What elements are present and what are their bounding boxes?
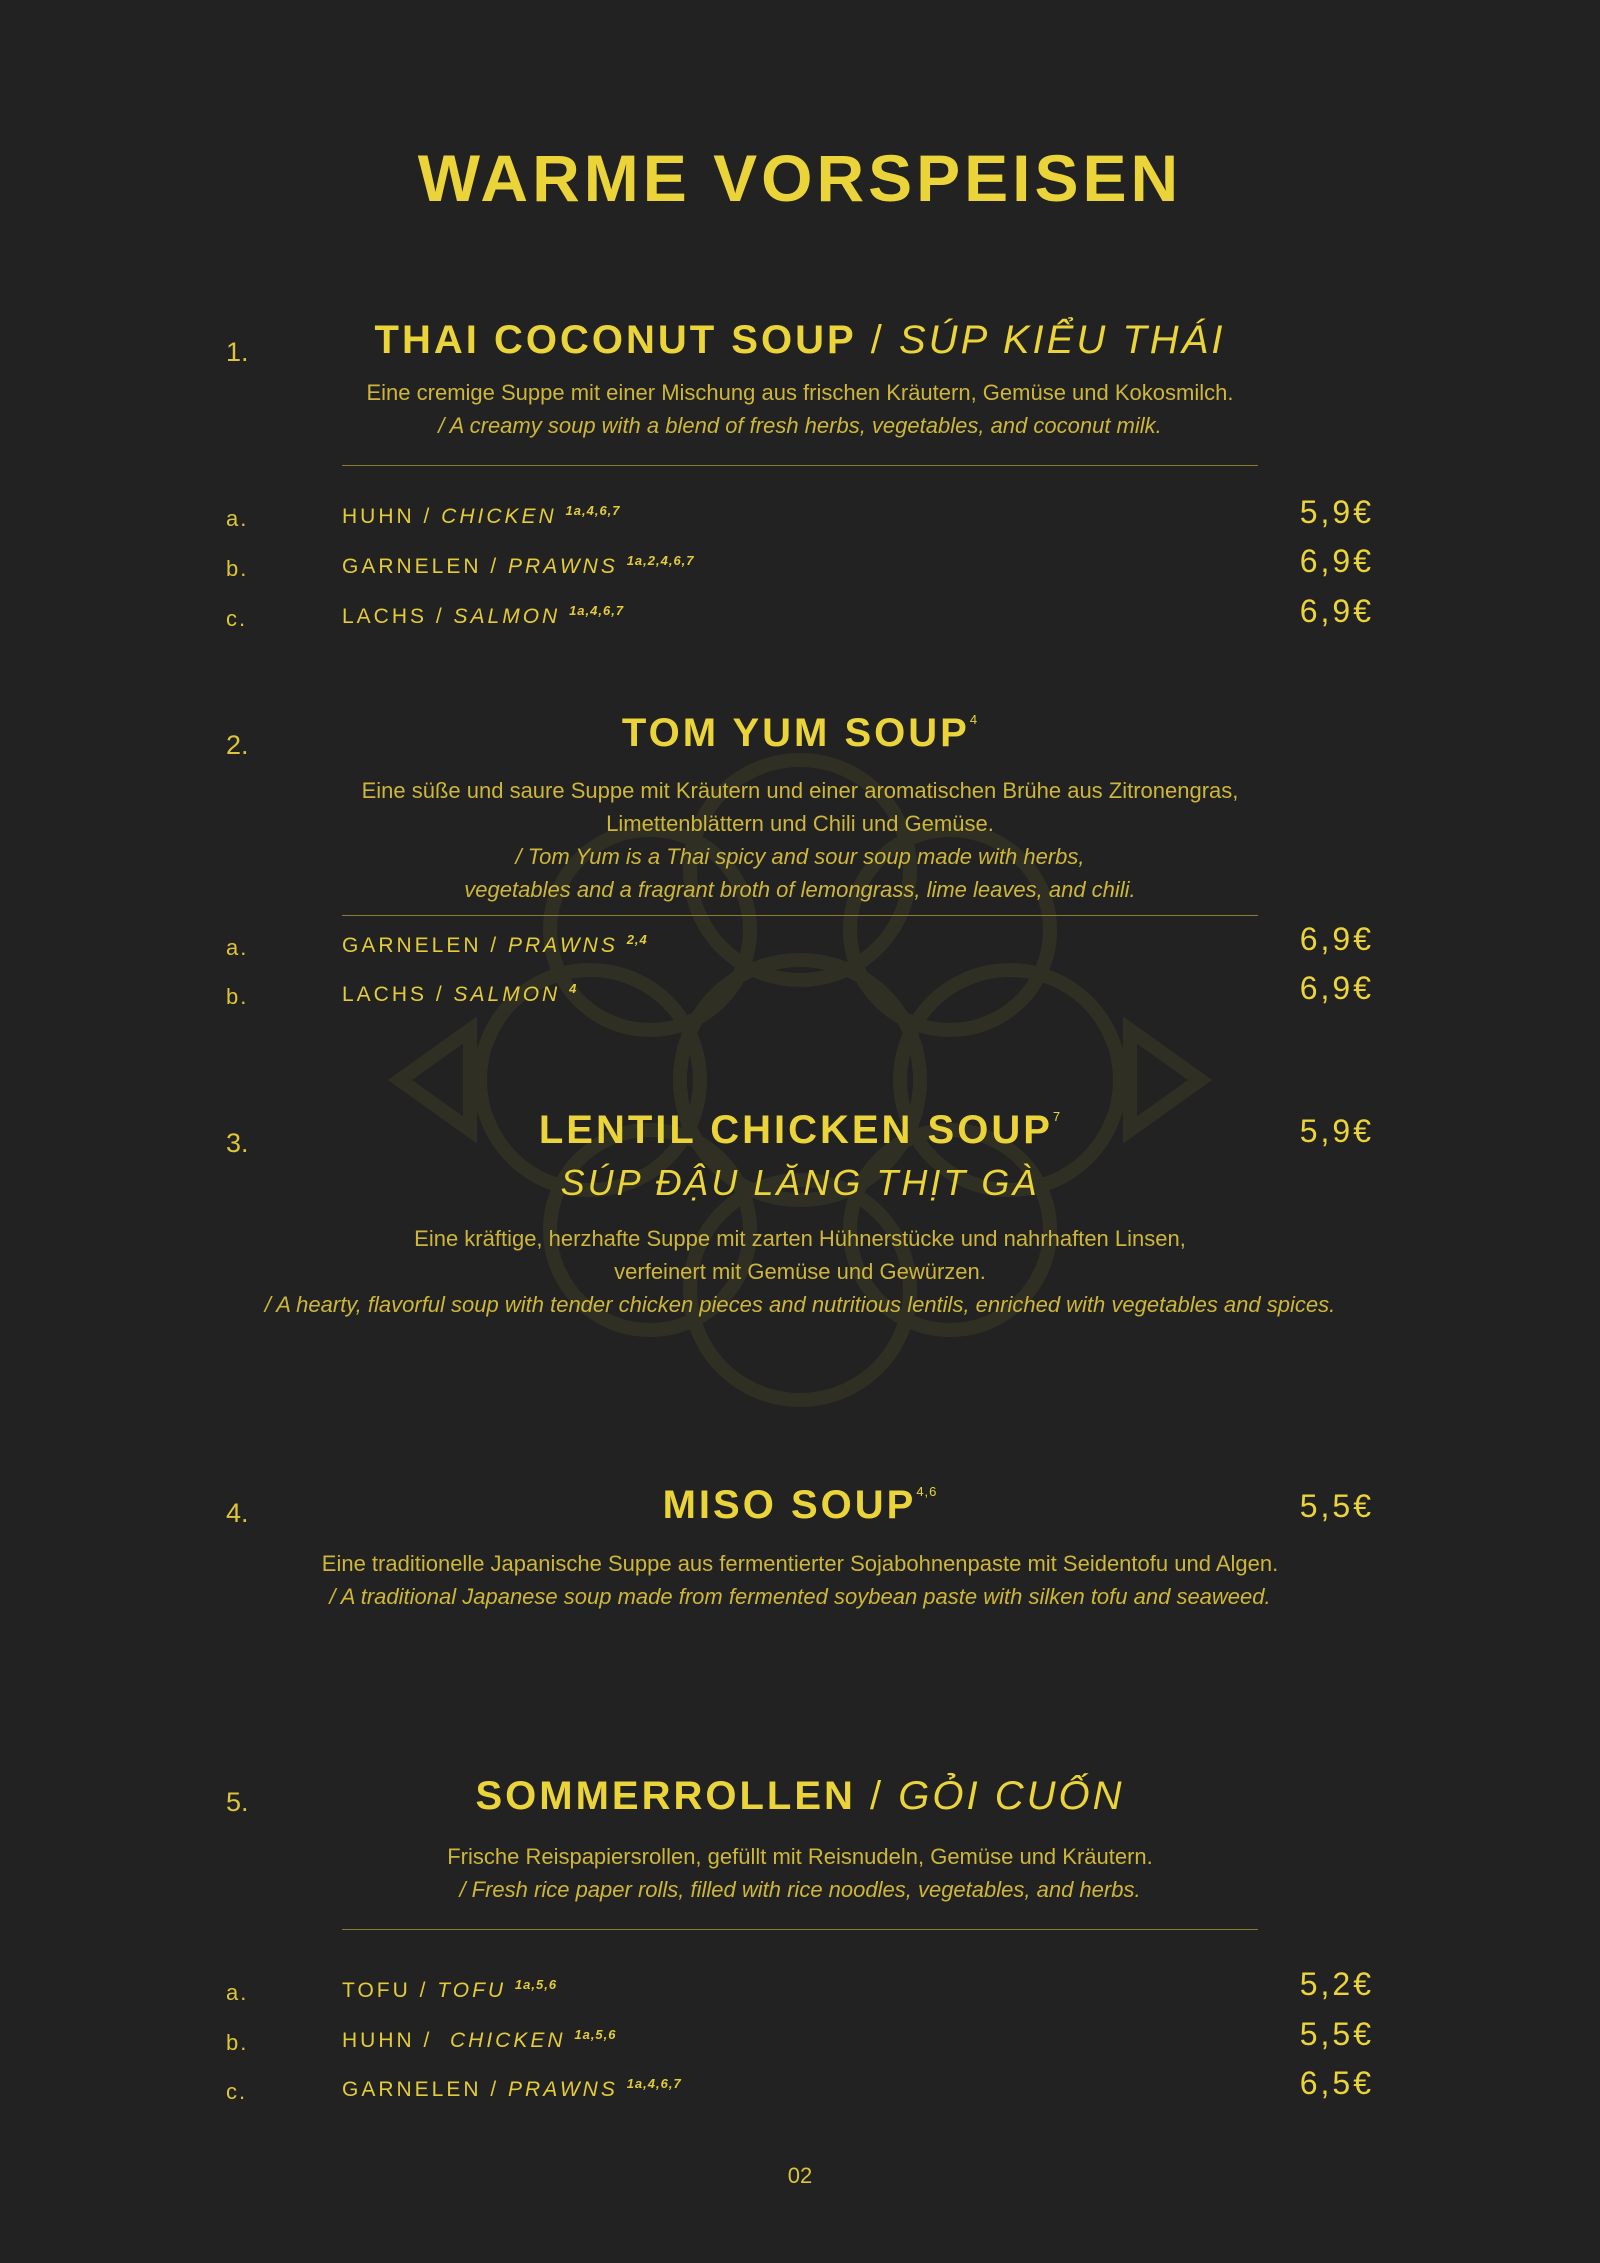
description-de: Eine cremige Suppe mit einer Mischung aus frischen Kräutern, Gemüse und Kokosmilch. [366,380,1234,405]
item-letter: c. [226,606,248,631]
dish-title-vi: SÚP KIỂU THÁI [899,318,1226,362]
item-letter: a. [226,1980,249,2005]
dish-title-en: LENTIL CHICKEN SOUP [538,1108,1053,1152]
item-price: 6,9€ [1299,921,1374,957]
description-de: Frische Reispapiersrollen, gefüllt mit Reisnudeln, Gemüse und Kräutern. [447,1844,1153,1869]
dish-title-vi: GỎI CUỐN [898,1774,1125,1818]
section-number: 3. [226,1128,249,1158]
item-price: 6,9€ [1299,593,1374,629]
title-separator: / [856,318,899,362]
divider [342,465,1258,466]
dish-title [300,1108,1300,1153]
page-number: 02 [787,2163,813,2188]
item-price: 5,9€ [1299,494,1374,530]
menu-item [342,553,695,579]
dish-title [300,711,1300,756]
item-name-de: LACHS / [342,983,454,1006]
item-name-de: GARNELEN / [342,934,509,957]
allergens: 1a,2,4,6,7 [626,553,695,568]
item-name-de: HUHN / [342,505,442,528]
section-number: 4. [226,1498,249,1528]
item-name-de: LACHS / [342,605,454,628]
divider [342,1929,1258,1930]
item-name-de: TOFU / [342,1979,438,2002]
dish-description [200,1840,1400,1906]
allergens: 1a,5,6 [514,1977,558,1992]
item-name-en: PRAWNS [508,555,618,578]
allergens: 7 [1052,1109,1062,1124]
menu-item [342,1977,557,2003]
description-en: / A creamy soup with a blend of fresh herbs, vegetables, and coconut milk. [438,413,1162,438]
allergens: 1a,4,6,7 [569,603,625,618]
item-letter: b. [226,556,249,581]
item-name-en: SALMON [453,983,561,1006]
dish-title-en: TOM YUM SOUP [621,711,970,755]
menu-item [342,932,648,958]
section-number: 5. [226,1787,249,1817]
menu-item [342,503,621,529]
item-price: 5,5€ [1299,1488,1374,1524]
item-name-en: PRAWNS [508,2078,618,2101]
title-separator: / [855,1774,899,1818]
description-de: Eine kräftige, herzhafte Suppe mit zarten Hühnerstücke und nahrhaften Linsen, [414,1226,1186,1251]
item-letter: a. [226,506,249,531]
dish-title [300,1774,1300,1819]
item-letter: a. [226,935,249,960]
allergens: 1a,4,6,7 [565,503,621,518]
description-en: / A hearty, flavorful soup with tender chicken pieces and nutritious lentils, enriched with vegetables and spices. [264,1292,1336,1317]
menu-item [342,2027,617,2053]
menu-item [342,603,624,629]
divider [342,915,1258,916]
section-number: 1. [226,337,249,367]
item-name-en: SALMON [453,605,561,628]
item-price: 6,9€ [1299,543,1374,579]
dish-title [300,1483,1300,1528]
description-en: / Tom Yum is a Thai spicy and sour soup made with herbs, [515,844,1085,869]
item-price: 6,5€ [1299,2065,1374,2101]
dish-description [200,1222,1400,1321]
item-name-en: CHICKEN [441,505,557,528]
item-letter: b. [226,2030,249,2055]
allergens: 1a,4,6,7 [626,2076,682,2091]
dish-description [200,376,1400,442]
allergens: 4,6 [916,1484,938,1499]
item-letter: c. [226,2079,248,2104]
description-de: Limettenblättern und Chili und Gemüse. [606,811,994,836]
allergens: 4 [569,981,578,996]
allergens: 2,4 [626,932,648,947]
item-name-de: HUHN / [342,2029,450,2052]
dish-title-en: SOMMERROLLEN [475,1774,856,1818]
description-de: Eine traditionelle Japanische Suppe aus fermentierter Sojabohnenpaste mit Seidentofu und Algen. [321,1551,1279,1576]
item-name-en: PRAWNS [508,934,618,957]
description-de: verfeinert mit Gemüse und Gewürzen. [614,1259,986,1284]
dish-title-vi: SÚP ĐẬU LĂNG THỊT GÀ [560,1162,1040,1203]
dish-title [300,318,1300,363]
dish-title-en: THAI COCONUT SOUP [374,318,857,362]
item-price: 6,9€ [1299,970,1374,1006]
dish-description [200,1547,1400,1613]
description-de: Eine süße und saure Suppe mit Kräutern und einer aromatischen Brühe aus Zitronengras, [361,778,1239,803]
description-en: / Fresh rice paper rolls, filled with rice noodles, vegetables, and herbs. [459,1877,1141,1902]
page-title: WARME VORSPEISEN [417,141,1183,215]
dish-description [200,774,1400,906]
item-name-en: CHICKEN [450,2029,566,2052]
item-name-de: GARNELEN / [342,555,509,578]
description-en: vegetables and a fragrant broth of lemongrass, lime leaves, and chili. [464,877,1136,902]
item-price: 5,9€ [1299,1113,1374,1149]
allergens: 1a,5,6 [574,2027,617,2042]
menu-item [342,981,577,1007]
dish-title-en: MISO SOUP [662,1483,917,1527]
item-letter: b. [226,984,249,1009]
section-number: 2. [226,730,249,760]
item-name-en: TOFU [437,1979,507,2002]
description-en: / A traditional Japanese soup made from fermented soybean paste with silken tofu and seaweed. [329,1584,1271,1609]
item-price: 5,2€ [1299,1966,1374,2002]
item-price: 5,5€ [1299,2016,1374,2052]
allergens: 4 [969,712,979,727]
menu-item [342,2076,682,2102]
item-name-de: GARNELEN / [342,2078,509,2101]
